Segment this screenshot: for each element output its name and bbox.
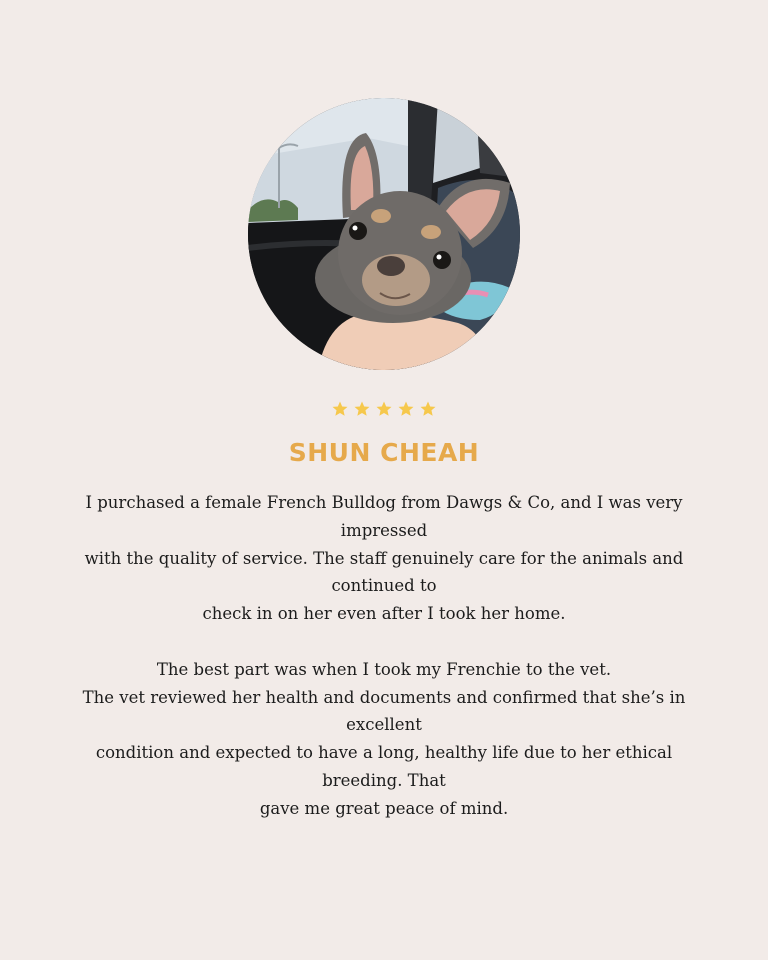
review-text xyxy=(58,489,710,823)
review-line: condition and expected to have a long, healthy life due to her ethical breeding. That xyxy=(95,743,673,790)
review-line: check in on her even after I took her home. xyxy=(202,604,566,624)
star-icon xyxy=(353,400,371,418)
star-icon xyxy=(419,400,437,418)
star-icon xyxy=(331,400,349,418)
review-paragraph-2 xyxy=(58,656,710,823)
reviewer-photo xyxy=(248,98,520,370)
reviewer-name: SHUN CHEAH xyxy=(288,438,480,467)
star-rating xyxy=(0,400,768,422)
review-line: The best part was when I took my Frenchie to the vet. xyxy=(156,659,612,679)
review-line: The vet reviewed her health and documents and confirmed that she’s in excellent xyxy=(82,687,686,735)
review-line: I purchased a female French Bulldog from Dawgs & Co, and I was very impressed xyxy=(85,493,683,540)
star-icon xyxy=(397,400,415,418)
review-paragraph-1 xyxy=(58,489,710,628)
review-line: with the quality of service. The staff genuinely care for the animals and continued to xyxy=(84,548,684,596)
puppy-photo-illustration xyxy=(248,98,520,370)
review-line: gave me great peace of mind. xyxy=(259,798,509,818)
star-icon xyxy=(375,400,393,418)
